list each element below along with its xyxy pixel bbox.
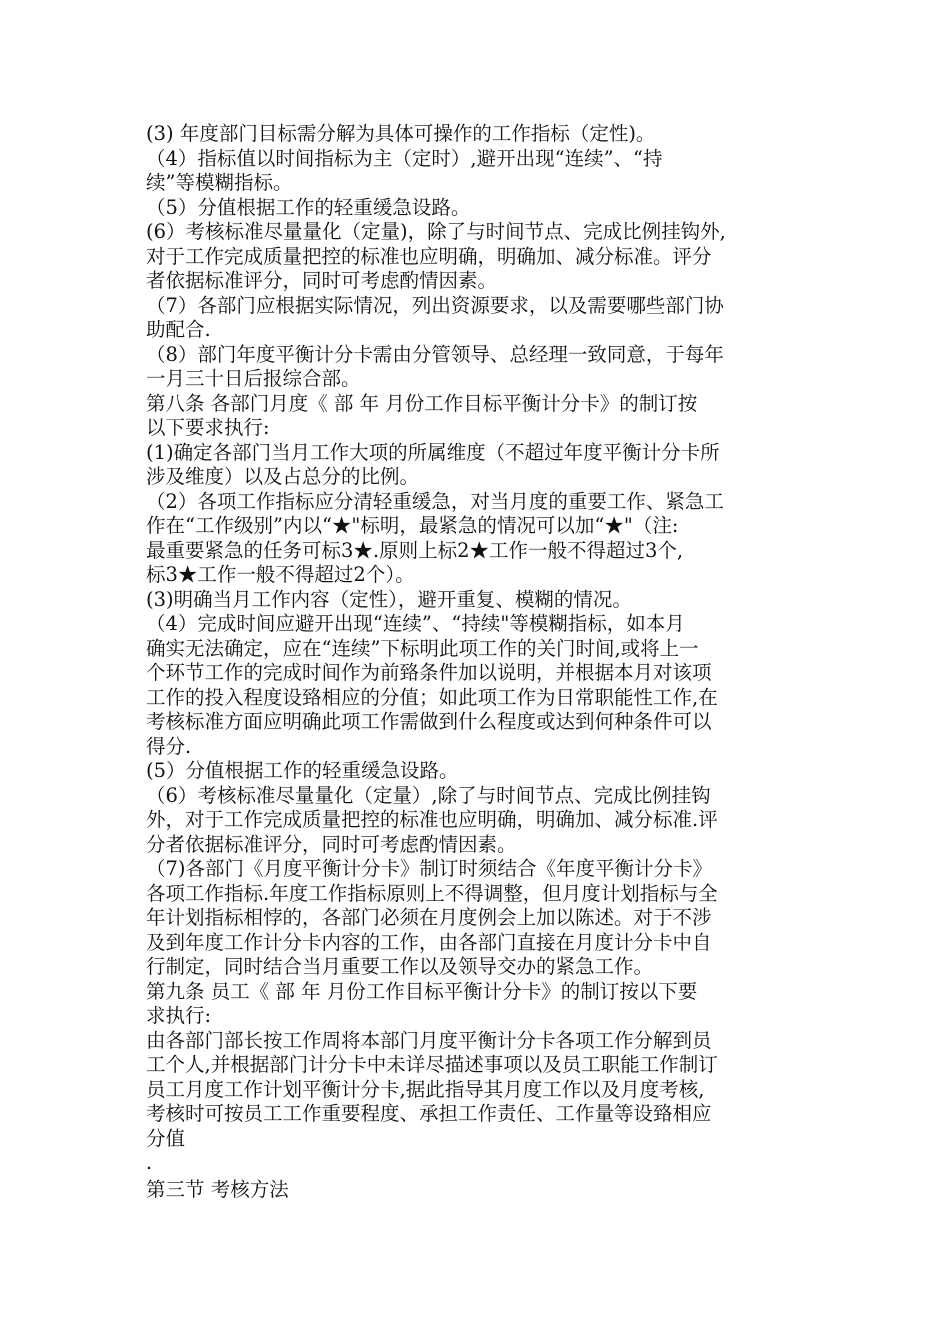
text-line: (3)明确当月工作内容（定性），避开重复、模糊的情况。	[146, 587, 632, 611]
text-line: （5）分值根据工作的轻重缓急设路。	[146, 195, 471, 219]
document-body	[146, 122, 818, 1176]
text-line: （4）完成时间应避开出现“连续”、“持续"等模糊指标，如本月	[146, 612, 685, 635]
text-line: 得分.	[146, 734, 192, 758]
text-line: 一月三十日后报综合部。	[146, 367, 361, 390]
text-line: 及到年度工作计分卡内容的工作，由各部门直接在月度计分卡中自	[146, 930, 712, 954]
text-line: 求执行:	[146, 1004, 212, 1027]
text-line: (3) 年度部门目标需分解为具体可操作的工作指标（定性)。	[146, 122, 656, 145]
text-line: 个环节工作的完成时间作为前臵条件加以说明，并根据本月对该项	[146, 661, 712, 684]
text-line: 以下要求执行:	[146, 416, 270, 439]
text-line: 者依据标准评分，同时可考虑酌情因素。	[146, 269, 498, 292]
text-line: 考核标准方面应明确此项工作需做到什么程度或达到何种条件可以	[146, 710, 712, 733]
text-line: （6）考核标准尽量量化（定量）,除了与时间节点、完成比例挂钩	[146, 783, 711, 807]
section-title: 第三节 考核方法	[146, 1177, 289, 1201]
text-line: 标3★工作一般不得超过2个）。	[146, 563, 415, 586]
text-line: 工作的投入程度设臵相应的分值；如此项工作为日常职能性工作,在	[146, 685, 718, 709]
text-line: 各项工作指标.年度工作指标原则上不得调整，但月度计划指标与全	[146, 881, 718, 905]
text-line: .	[146, 1151, 153, 1174]
text-line: 最重要紧急的任务可标3★.原则上标2★工作一般不得超过3个,	[146, 538, 684, 562]
text-line: 分值	[146, 1126, 186, 1150]
text-line: 作在“工作级别”内以“★"标明，最紧急的情况可以加“★"（注:	[146, 514, 679, 537]
text-line: (5）分值根据工作的轻重缓急设路。	[146, 759, 459, 782]
text-line: 对于工作完成质量把控的标准也应明确，明确加、减分标准。评分	[146, 244, 712, 268]
text-line: 工个人,并根据部门计分卡中未详尽描述事项以及员工职能工作制订	[146, 1053, 718, 1076]
text-line: （2）各项工作指标应分清轻重缓急，对当月度的重要工作、紧急工	[146, 489, 724, 513]
text-line: 年计划指标相悖的，各部门必须在月度例会上加以陈述。对于不涉	[146, 906, 712, 929]
text-line: 涉及维度）以及占总分的比例。	[146, 465, 420, 488]
text-line: 第九条 员工《 部 年 月份工作目标平衡计分卡》的制订按以下要	[146, 979, 698, 1003]
text-line: (6）考核标准尽量量化（定量)，除了与时间节点、完成比例挂钩外,	[146, 220, 726, 243]
text-line: 续”等模糊指标。	[146, 171, 293, 194]
text-line: （7）各部门应根据实际情况，列出资源要求，以及需要哪些部门协	[146, 293, 724, 317]
text-line: 分者依据标准评分，同时可考虑酌情因素。	[146, 832, 517, 856]
text-line: 由各部门部长按工作周将本部门月度平衡计分卡各项工作分解到员	[146, 1028, 712, 1052]
text-line: 确实无法确定，应在“连续”下标明此项工作的关门时间,或将上一	[146, 636, 699, 660]
text-line: 助配合.	[146, 318, 211, 341]
text-line: 第八条 各部门月度《 部 年 月份工作目标平衡计分卡》的制订按	[146, 391, 698, 415]
text-line: 行制定，同时结合当月重要工作以及领导交办的紧急工作。	[146, 955, 654, 978]
text-line: 外，对于工作完成质量把控的标准也应明确，明确加、减分标准.评	[146, 808, 718, 831]
text-line: （8）部门年度平衡计分卡需由分管领导、总经理一致同意，于每年	[146, 342, 724, 366]
document-page	[146, 122, 818, 1202]
text-line: （7)各部门《月度平衡计分卡》制订时须结合《年度平衡计分卡》	[146, 857, 713, 880]
text-line: 考核时可按员工工作重要程度、承担工作责任、工作量等设臵相应	[146, 1102, 712, 1125]
text-line: (1)确定各部门当月工作大项的所属维度（不超过年度平衡计分卡所	[146, 440, 720, 464]
text-line: （4）指标值以时间指标为主（定时）,避开出现“连续”、“持	[146, 146, 663, 170]
text-line: 员工月度工作计划平衡计分卡,据此指导其月度工作以及月度考核,	[146, 1077, 705, 1101]
